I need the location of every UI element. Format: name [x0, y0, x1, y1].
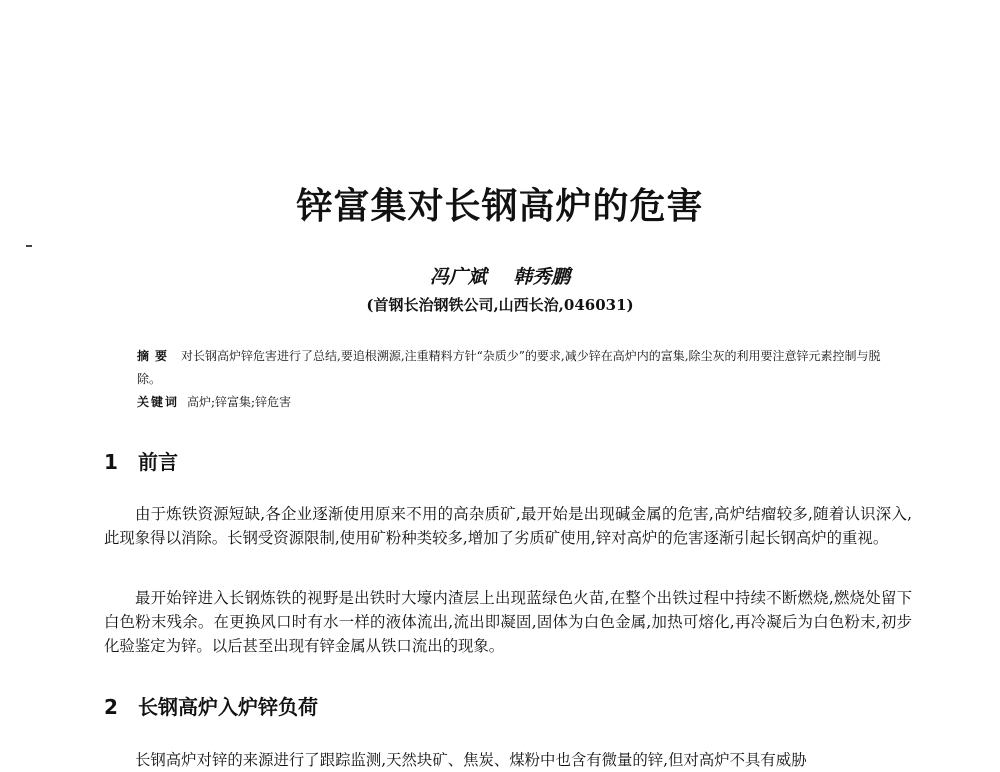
keywords: [137, 391, 897, 414]
section-number: 1: [104, 450, 118, 474]
paper-title: 锌富集对长钢高炉的危害: [296, 186, 704, 227]
section-title: 长钢高炉入炉锌负荷: [138, 695, 318, 719]
affiliation: (首钢长治钢铁公司,山西长治,046031): [366, 296, 634, 314]
abstract: [137, 345, 897, 391]
section-heading-2: [104, 691, 318, 720]
abstract-label: 摘要: [137, 349, 174, 363]
section-heading-1: [104, 446, 178, 475]
section-title: 前言: [138, 450, 178, 474]
paragraph-2-1: 长钢高炉对锌的来源进行了跟踪监测,天然块矿、焦炭、煤粉中也含有微量的锌,但对高炉不具有威胁: [135, 751, 807, 769]
authors: 冯广斌 韩秀鹏: [429, 266, 571, 288]
paragraph-1-2: 最开始锌进入长钢炼铁的视野是出铁时大壕内渣层上出现蓝绿色火苗,在整个出铁过程中持续不断燃烧,燃烧处留下白色粉末残余。在更换风口时有水一样的液体流出,流出即凝固,固体为白色金属,加热可熔化,再冷凝后为白色粉末,初步化验鉴定为锌。以后甚至出现有锌金属从铁口流出的现象。: [104, 589, 912, 655]
paragraph-1-1: 由于炼铁资源短缺,各企业逐渐使用原来不用的高杂质矿,最开始是出现碱金属的危害,高炉结瘤较多,随着认识深入,此现象得以消除。长钢受资源限制,使用矿粉种类较多,增加了劣质矿使用,锌对高炉的危害逐渐引起长钢高炉的重视。: [104, 505, 912, 547]
scan-mark: [26, 245, 32, 247]
keywords-text: 高炉;锌富集;锌危害: [187, 395, 292, 409]
keywords-label: 关键词: [137, 395, 180, 409]
section-number: 2: [104, 695, 118, 719]
abstract-block: [137, 345, 897, 414]
abstract-text: 对长钢高炉锌危害进行了总结,要追根溯源,注重精料方针“杂质少”的要求,减少锌在高炉内的富集,除尘灰的利用要注意锌元素控制与脱除。: [137, 349, 881, 386]
